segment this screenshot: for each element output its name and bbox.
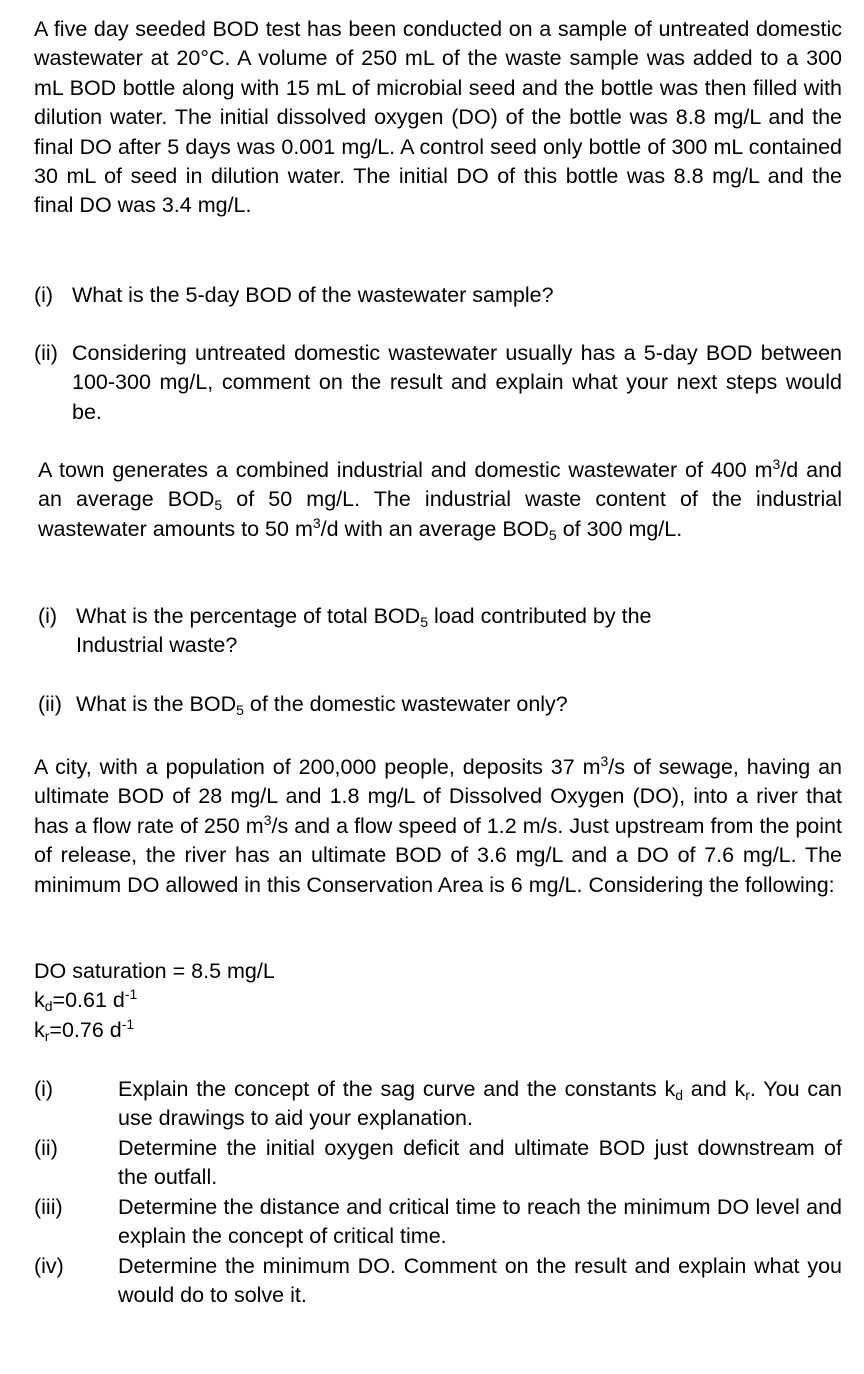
- q2-intro-sub-d: 5: [548, 526, 557, 543]
- kr-superscript: -1: [121, 1015, 135, 1032]
- q3-part-iii-label: (iii): [34, 1195, 63, 1219]
- q3-part-i-text-a: Explain the concept of the sag curve and the constants k: [118, 1077, 676, 1101]
- q3-part-iii-text: Determine the distance and critical time to reach the minimum DO level and explain the concept of critical time.: [118, 1195, 842, 1249]
- q3-part-i-sub-b: r: [745, 1087, 750, 1103]
- q2-part-i: [38, 602, 842, 661]
- q3-part-i-label: (i): [34, 1077, 54, 1101]
- q2-part-i-text: [76, 602, 842, 661]
- q2-intro-text-a: A town generates a combined industrial and domestic wastewater of 400 m: [38, 458, 773, 482]
- do-saturation: DO saturation = 8.5 mg/L: [34, 959, 275, 983]
- q3-intro-text-c: /s and a flow speed of 1.2 m/s. Just upstream from the point of release, the river has an ultimate BOD of 3.6 mg/L and a DO of 7.6 mg/L. The minimum DO allowed in this Conservation Area is 6 mg/L. Considering the following:: [34, 813, 842, 897]
- q2-intro-sub-b: 5: [214, 497, 223, 514]
- q2-intro: [38, 456, 842, 544]
- q2-part-ii: [38, 690, 842, 719]
- q3-intro-text-b: /s of sewage, having an ultimate BOD of 28 mg/L and 1.8 mg/L of Dissolved Oxygen (DO), into a river that has a flow rate of 250 m: [34, 755, 842, 838]
- q3-intro-text-a: A city, with a population of 200,000 people, deposits 37 m: [34, 755, 601, 779]
- kd-constant: [34, 986, 842, 1015]
- q3-part-i-text-c: . You can use drawings to aid your explanation.: [118, 1077, 842, 1131]
- q2-intro-text-d: /d with an average BOD: [320, 516, 549, 541]
- q2-part-i-text-c: Industrial waste?: [76, 633, 238, 658]
- q1-part-i-text: What is the 5-day BOD of the wastewater sample?: [72, 283, 554, 307]
- q3-constants: [34, 957, 842, 1045]
- q2-part-i-text-b: load contributed by the: [427, 604, 652, 628]
- kd-symbol: k: [34, 988, 45, 1013]
- q2-part-ii-sub: 5: [236, 702, 244, 718]
- q2-part-ii-text-b: of the domestic wastewater only?: [243, 692, 568, 716]
- kr-subscript: r: [44, 1027, 50, 1044]
- q2-part-ii-label: (ii): [38, 692, 62, 716]
- kr-constant: [34, 1016, 842, 1045]
- q3-part-iv-text: Determine the minimum DO. Comment on the result and explain what you would do to solve it.: [118, 1254, 842, 1308]
- q1-part-i-label: (i): [34, 283, 54, 307]
- q3-part-i: [34, 1075, 842, 1134]
- q2-part-i-label: (i): [38, 604, 58, 628]
- q1-intro: A five day seeded BOD test has been conducted on a sample of untreated domestic wastewater at 20°C. A volume of 250 mL of the waste sample was added to a 300 mL BOD bottle along with 15 mL of microbial seed and the bottle was then filled with dilution water. The initial dissolved oxygen (DO) of the bottle was 8.8 mg/L and the final DO after 5 days was 0.001 mg/L. A control seed only bottle of 300 mL contained 30 mL of seed in dilution water. The initial DO of this bottle was 8.8 mg/L and the final DO was 3.4 mg/L.: [34, 17, 842, 218]
- q2-intro-sup-a: 3: [772, 456, 781, 472]
- q1-part-ii: [34, 339, 842, 427]
- q3-part-i-text-b: and k: [683, 1077, 746, 1101]
- q2-part-i-sub: 5: [420, 614, 428, 630]
- q1-part-ii-label: (ii): [34, 341, 58, 365]
- q2-intro-text-c: of 50 mg/L. The industrial waste content of the industrial wastewater amounts to 50 m: [38, 487, 842, 541]
- q3-part-ii-label: (ii): [34, 1136, 58, 1160]
- kd-superscript: -1: [124, 986, 138, 1003]
- q3-part-iii: [34, 1193, 842, 1252]
- kd-subscript: d: [44, 998, 53, 1015]
- q3-part-ii: [34, 1134, 842, 1193]
- q3-part-i-sub-a: d: [675, 1087, 683, 1103]
- q2-intro-text-b: /d and an average BOD: [38, 458, 842, 512]
- q2-part-i-text-a: What is the percentage of total BOD: [76, 604, 421, 628]
- q1-part-ii-text: Considering untreated domestic wastewater usually has a 5-day BOD between 100-300 mg/L, comment on the result and explain what your next steps would be.: [72, 341, 842, 424]
- kr-value: =0.76 d: [49, 1017, 122, 1042]
- kd-value: =0.61 d: [52, 988, 125, 1013]
- q3-intro: [34, 753, 842, 900]
- q2-part-ii-text: [76, 690, 842, 719]
- kr-symbol: k: [34, 1017, 45, 1042]
- q3-part-iv: [34, 1252, 842, 1311]
- q3-part-i-text: [118, 1075, 842, 1134]
- q2-intro-sup-c: 3: [312, 514, 321, 531]
- q3-intro-sup-a: 3: [600, 753, 609, 769]
- q3-part-ii-text: Determine the initial oxygen deficit and ultimate BOD just downstream of the outfall.: [118, 1136, 842, 1190]
- q3-intro-sup-b: 3: [263, 811, 272, 828]
- q1-part-i: [34, 281, 842, 310]
- q3-part-iv-label: (iv): [34, 1254, 64, 1278]
- q2-part-ii-text-a: What is the BOD: [76, 692, 237, 716]
- q2-intro-text-e: of 300 mg/L.: [556, 516, 683, 541]
